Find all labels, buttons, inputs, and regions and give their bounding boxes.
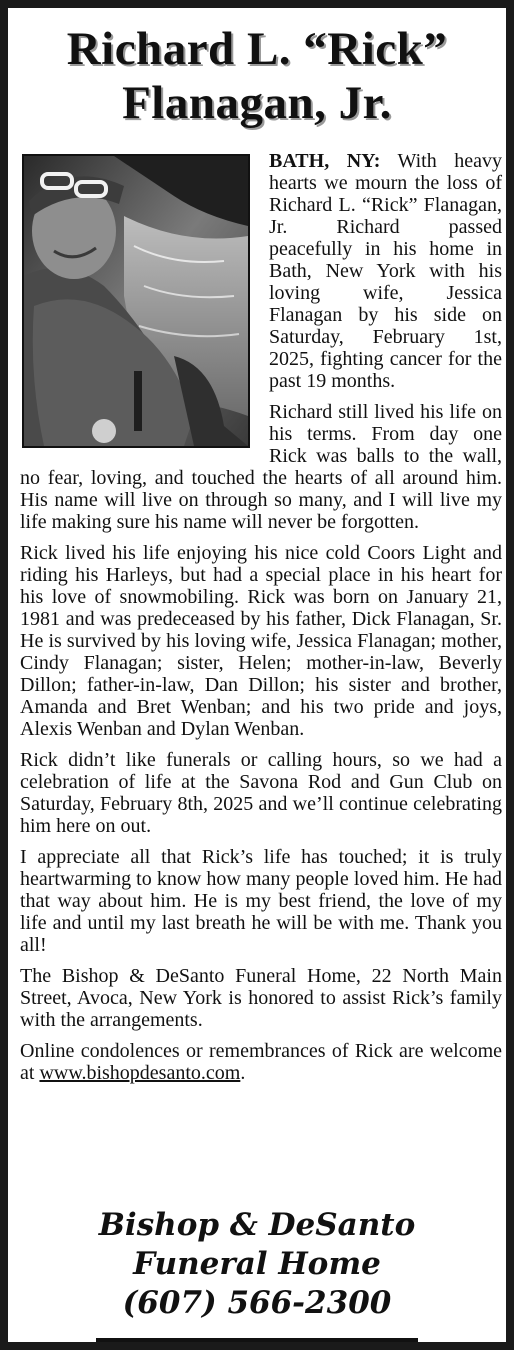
condolences-text: Online condolences or remembrances of Rick are welcome at — [20, 1040, 502, 1084]
obituary-body — [20, 150, 502, 1093]
paragraph-condolences — [20, 1040, 502, 1084]
title-name-line: Richard L. “Rick” — [66, 23, 448, 75]
bottom-divider — [96, 1338, 418, 1342]
condolences-end: . — [240, 1062, 246, 1084]
paragraph-family: Rick lived his life enjoying his nice cold Coors Light and riding his Harleys, but had a special place in his heart for his love of snowmobiling. Rick was born on January 21, 1981 and was predeceased by his father, Dick Flanagan, Sr. He is survived by his loving wife, Jessica Flanagan; mother, Cindy Flanagan; sister, Helen; mother-in-law, Beverly Dillon; father-in-law, Dan Dillon; his sister and brother, Amanda and Bret Wenban; and his two pride and joys, Alexis Wenban and Dylan Wenban. — [20, 542, 502, 740]
obituary-title — [8, 22, 506, 130]
funeral-home-name-line2: Funeral Home — [133, 1246, 381, 1282]
dateline: BATH, NY: — [269, 150, 381, 172]
paragraph-tribute: I appreciate all that Rick’s life has touched; it is truly heartwarming to know how many people loved him. He had that way about him. He is my best friend, the love of my life and until my last breath he will be with me. Thank you all! — [20, 846, 502, 956]
photo-spacer — [20, 150, 260, 452]
obituary-page — [8, 8, 506, 1342]
announcement-text: With heavy hearts we mourn the loss of Richard L. “Rick” Flanagan, Jr. Richard passed peacefully in his home in Bath, New York with his loving wife, Jessica Flanagan by his side on Saturday, February 1st, 2025, fighting cancer for the past 19 months. — [269, 150, 502, 392]
funeral-home-footer — [8, 1206, 506, 1323]
funeral-home-name-line1: Bishop & DeSanto — [98, 1207, 416, 1243]
funeral-home-phone: (607) 566-2300 — [122, 1285, 392, 1321]
paragraph-arrangements: The Bishop & DeSanto Funeral Home, 22 North Main Street, Avoca, New York is honored to assist Rick’s family with the arrangements. — [20, 965, 502, 1031]
title-surname-line: Flanagan, Jr. — [122, 77, 392, 129]
paragraph-life: Richard still lived his life on his terms. From day one Rick was balls to the wall, no fear, loving, and touched the hearts of all around him. His name will live on through so many, and I will live my life making sure his name will never be forgotten. — [20, 401, 502, 533]
paragraph-celebration: Rick didn’t like funerals or calling hours, so we had a celebration of life at the Savona Rod and Gun Club on Saturday, February 8th, 2025 and we’ll continue celebrating him here on out. — [20, 749, 502, 837]
website-link[interactable]: www.bishopdesanto.com — [39, 1062, 241, 1084]
